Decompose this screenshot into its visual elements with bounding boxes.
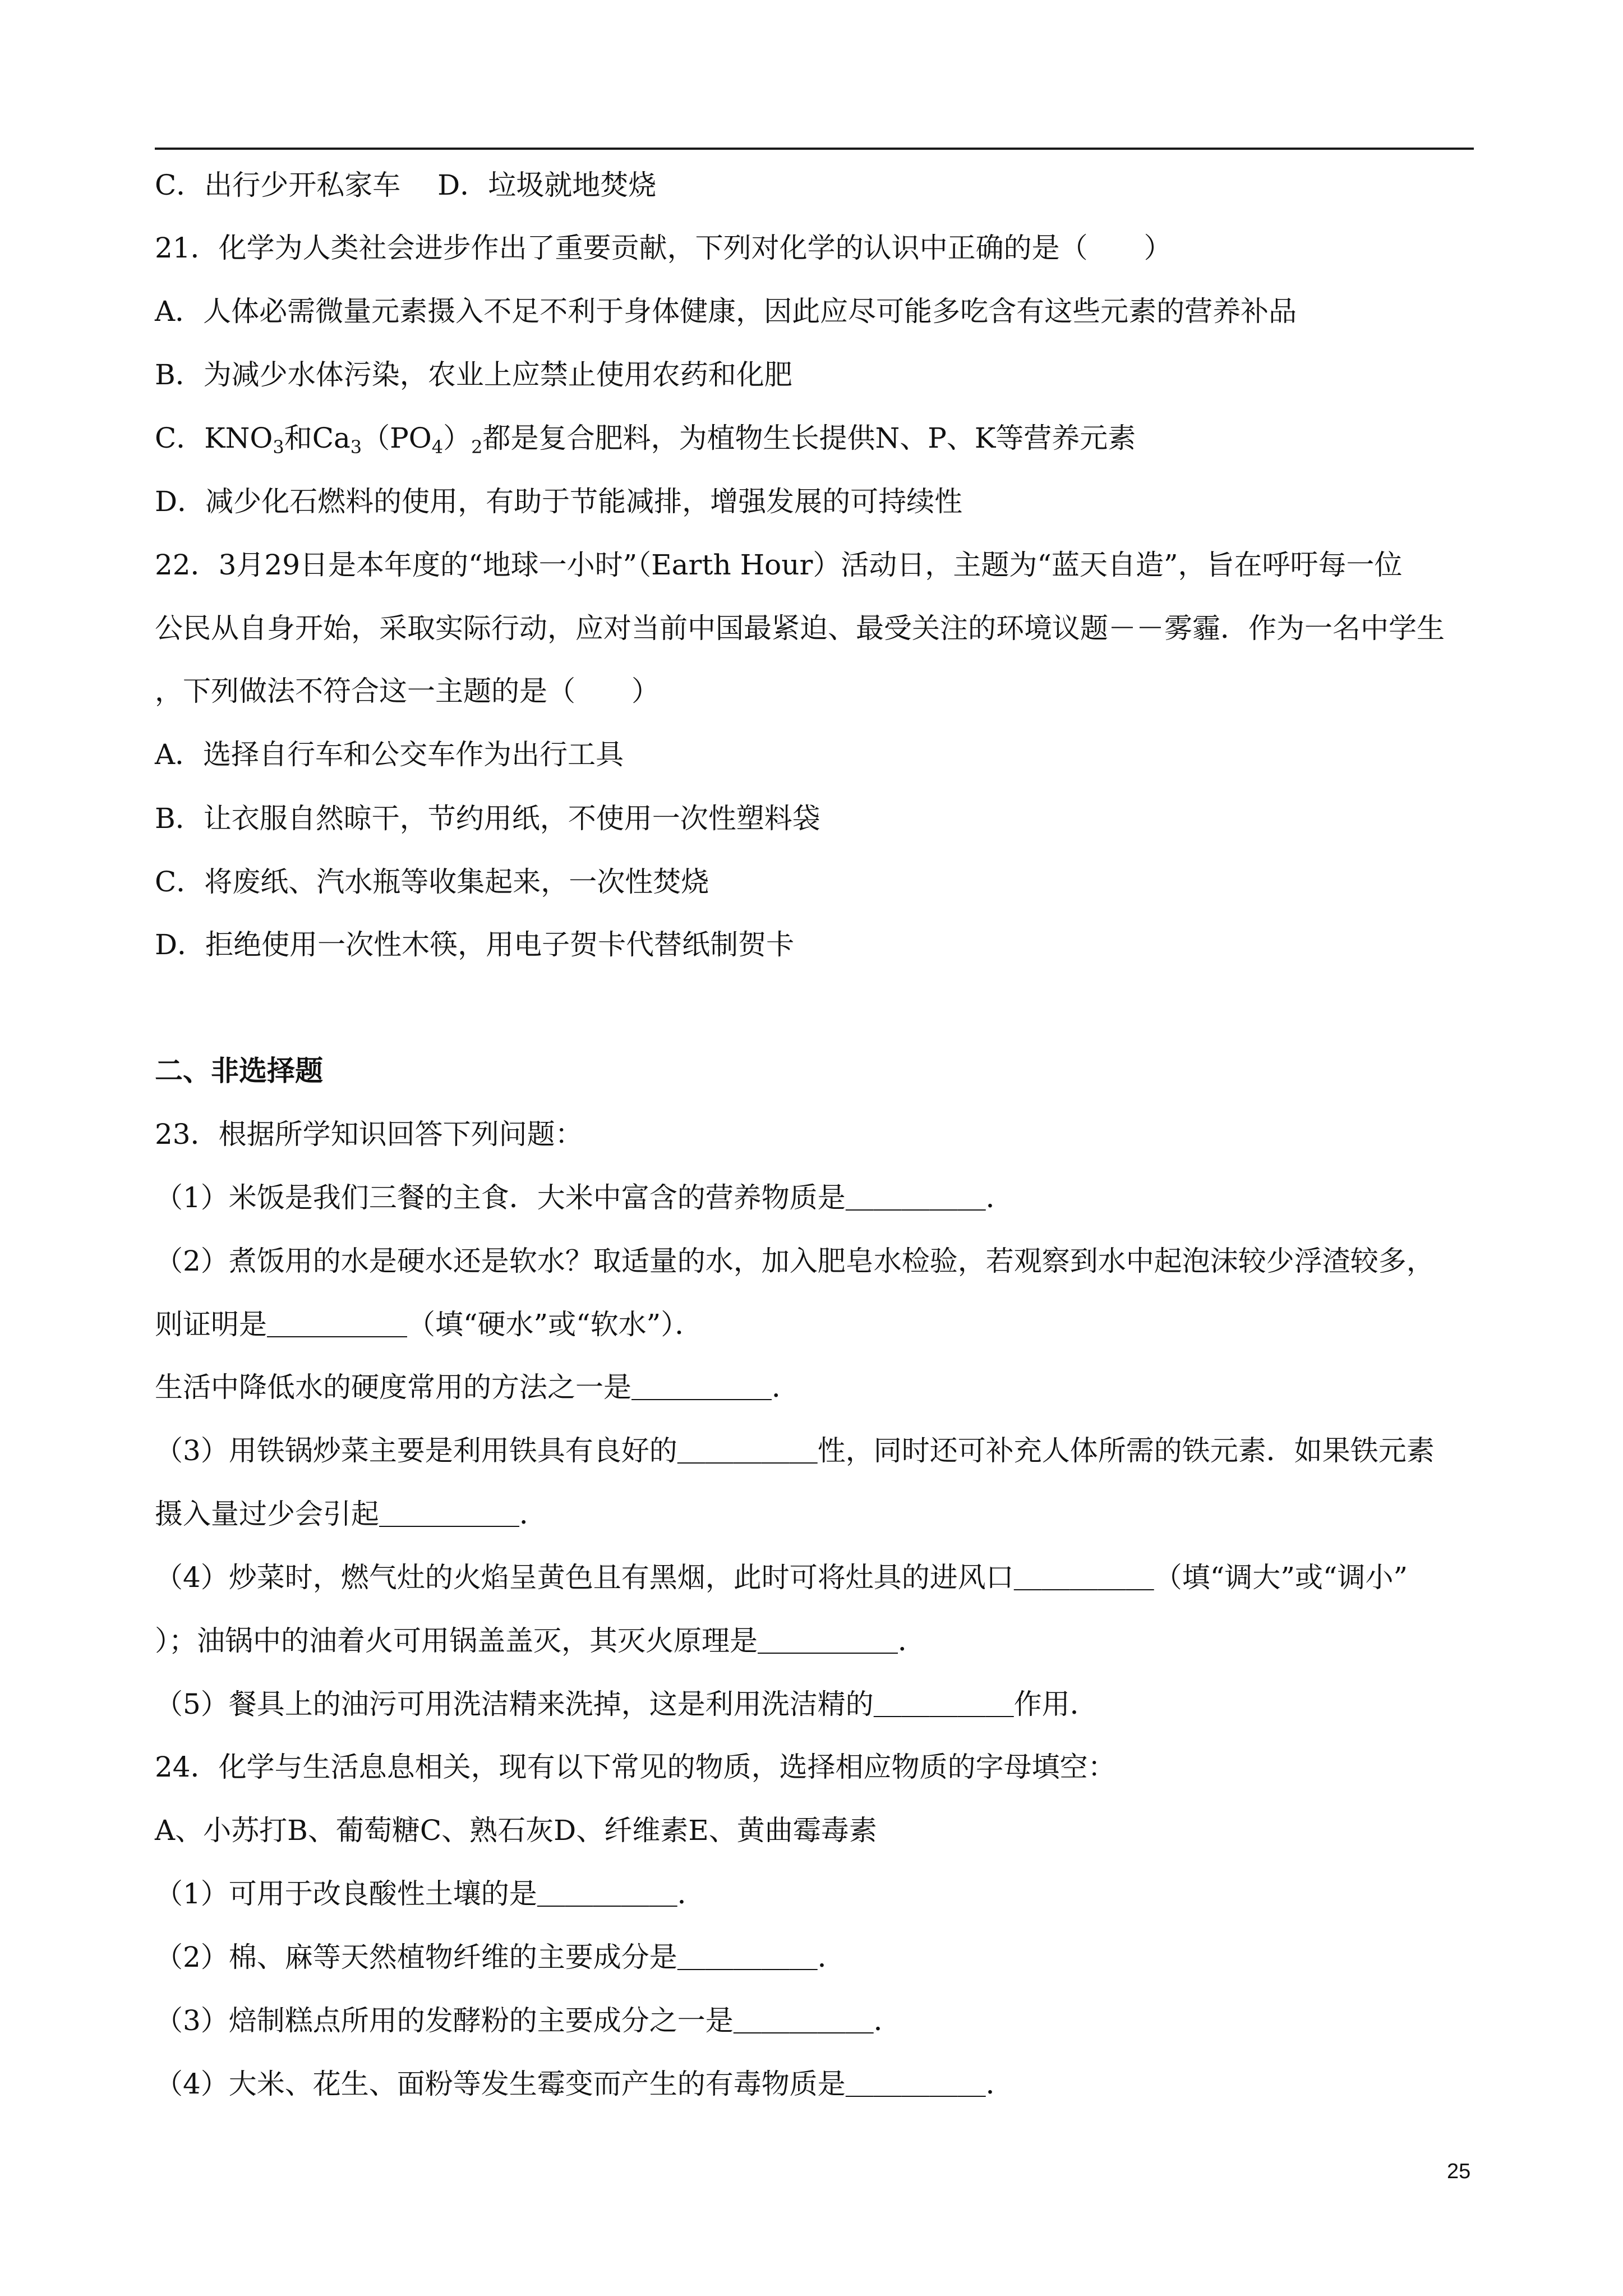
q22-option-b: B．让衣服自然晾干，节约用纸，不使用一次性塑料袋: [155, 802, 820, 835]
q23-part-5: （5）餐具上的油污可用洗洁精来洗掉，这是利用洗洁精的＿＿＿＿＿作用．: [155, 1688, 1098, 1720]
q22-option-a: A．选择自行车和公交车作为出行工具: [155, 738, 624, 771]
q23-part-3-line-1: （3）用铁锅炒菜主要是利用铁具有良好的＿＿＿＿＿性，同时还可补充人体所需的铁元素．如果铁元素: [155, 1434, 1435, 1467]
option-c-line: C．出行少开私家车 D．垃圾就地焚烧: [155, 169, 657, 201]
question-21: 21．化学为人类社会进步作出了重要贡献，下列对化学的认识中正确的是（ ）: [155, 232, 1172, 264]
q23-part-4-line-2: ）；油锅中的油着火可用锅盖盖灭，其灭火原理是＿＿＿＿＿．: [155, 1625, 926, 1657]
q23-part-2-line-3: 生活中降低水的硬度常用的方法之一是＿＿＿＿＿．: [155, 1371, 800, 1404]
q21-option-c: C．$KNO_3$和$Ca_3(PO_4)_2$都是复合肥料，为植物生长提供N、P、K等营养元素: [155, 422, 1136, 458]
q21-option-d: D．减少化石燃料的使用，有助于节能减排，增强发展的可持续性: [155, 485, 963, 518]
section-heading: 二、非选择题: [155, 1055, 323, 1087]
q24-part-1: （1）可用于改良酸性土壤的是＿＿＿＿＿．: [155, 1878, 706, 1910]
q24-part-3: （3）焙制糕点所用的发酵粉的主要成分之一是＿＿＿＿＿．: [155, 2004, 902, 2037]
header-rule: [155, 148, 1474, 150]
question-22-line-2: 公民从自身开始，采取实际行动，应对当前中国最紧迫、最受关注的环境议题－－雾霾．作为一名中学生: [155, 612, 1445, 645]
q22-option-c: C．将废纸、汽水瓶等收集起来，一次性焚烧: [155, 866, 709, 898]
question-23: 23．根据所学知识回答下列问题：: [155, 1118, 583, 1151]
q24-substance-list: A、小苏打B、葡萄糖C、熟石灰D、纤维素E、黄曲霉毒素: [155, 1814, 877, 1847]
q23-part-3-line-2: 摄入量过少会引起＿＿＿＿＿．: [155, 1498, 547, 1530]
q24-part-2: （2）棉、麻等天然植物纤维的主要成分是＿＿＿＿＿．: [155, 1941, 846, 1973]
q21-option-b: B．为减少水体污染，农业上应禁止使用农药和化肥: [155, 358, 792, 391]
q22-option-d: D．拒绝使用一次性木筷，用电子贺卡代替纸制贺卡: [155, 928, 795, 961]
q23-part-2-line-1: （2）煮饭用的水是硬水还是软水？取适量的水，加入肥皂水检验，若观察到水中起泡沫较少浮渣较多，: [155, 1245, 1435, 1277]
page-number: 25: [1447, 2160, 1471, 2183]
question-22-line-1: 22．3月29日是本年度的“地球一小时”（Earth Hour）活动日，主题为“蓝天自造”，旨在呼吁每一位: [155, 549, 1403, 581]
q24-part-4: （4）大米、花生、面粉等发生霉变而产生的有毒物质是＿＿＿＿＿．: [155, 2068, 1014, 2100]
question-22-line-3: ，下列做法不符合这一主题的是（ ）: [155, 675, 660, 707]
question-24: 24．化学与生活息息相关，现有以下常见的物质，选择相应物质的字母填空：: [155, 1751, 1116, 1783]
q23-part-1: （1）米饭是我们三餐的主食．大米中富含的营养物质是＿＿＿＿＿．: [155, 1181, 1014, 1214]
q23-part-4-line-1: （4）炒菜时，燃气灶的火焰呈黄色且有黑烟，此时可将灶具的进风口＿＿＿＿＿（填“调大”或“调小”: [155, 1561, 1408, 1594]
q23-part-2-line-2: 则证明是＿＿＿＿＿（填“硬水”或“软水”）．: [155, 1308, 703, 1341]
q21-option-a: A．人体必需微量元素摄入不足不利于身体健康，因此应尽可能多吃含有这些元素的营养补品: [155, 295, 1297, 328]
